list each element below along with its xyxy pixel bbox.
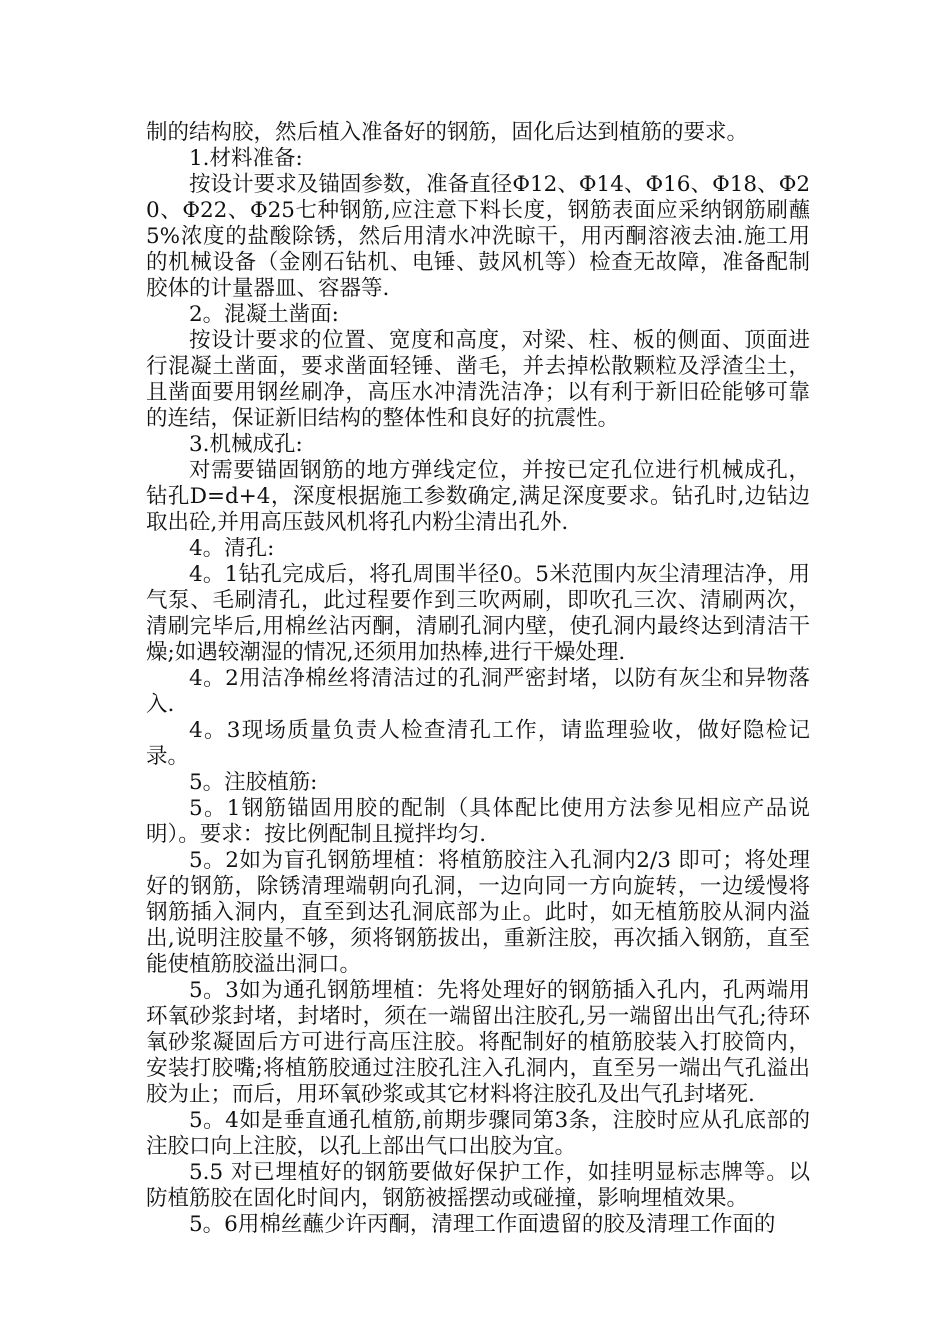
paragraph-glue-injection-5-2: 5。2如为盲孔钢筋埋植：将植筋胶注入孔洞内2/3 即可；将处理好的钢筋，除锈清理端朝向孔洞，一边向同一方向旋转，一边缓慢将钢筋插入洞内，直至到达孔洞底部为止。此时，如无植筋胶从洞内溢出,说明注胶量不够，须将钢筋拔出，重新注胶，再次插入钢筋，直至能使植筋胶溢出洞口。 [146, 848, 810, 977]
paragraph-hole-cleaning-4-2: 4。2用洁净棉丝将清洁过的孔洞严密封堵，以防有灰尘和异物落入. [146, 666, 810, 717]
heading-material-preparation: 1.材料准备: [189, 146, 303, 171]
paragraph-material-preparation: 按设计要求及锚固参数，准备直径Φ12、Φ14、Φ16、Φ18、Φ20、Φ22、Φ25七种钢筋,应注意下料长度，钢筋表面应采纳钢筋刷蘸5%浓度的盐酸除锈，然后用清水冲洗晾干，用丙酮溶液去油.施工用的机械设备（金刚石钻机、电锤、鼓风机等）检查无故障，准备配制胶体的计量器皿、容器等. [146, 172, 810, 301]
paragraph-glue-injection-5-1: 5。1钢筋锚固用胶的配制（具体配比使用方法参见相应产品说明）。要求：按比例配制且搅拌均匀. [146, 796, 810, 847]
paragraph-glue-injection-5-3: 5。3如为通孔钢筋埋植：先将处理好的钢筋插入孔内，孔两端用环氧砂浆封堵，封堵时，须在一端留出注胶孔,另一端留出出气孔;待环氧砂浆凝固后方可进行高压注胶。将配制好的植筋胶装入打胶筒内，安装打胶嘴;将植筋胶通过注胶孔注入孔洞内，直至另一端出气孔溢出胶为止；而后，用环氧砂浆或其它材料将注胶孔及出气孔封堵死. [146, 978, 810, 1107]
heading-glue-injection: 5。注胶植筋: [189, 770, 318, 795]
paragraph-hole-cleaning-4-1: 4。1钻孔完成后，将孔周围半径0。5米范围内灰尘清理洁净，用气泵、毛刷清孔，此过程要作到三吹两刷，即吹孔三次、清刷两次，清刷完毕后,用棉丝沾丙酮，清刷孔洞内壁，使孔洞内最终达到清洁干燥;如遇较潮湿的情况,还须用加热棒,进行干燥处理. [146, 562, 810, 665]
paragraph-hole-cleaning-4-3: 4。3现场质量负责人检查清孔工作，请监理验收，做好隐检记录。 [146, 718, 810, 769]
paragraph-continuation: 制的结构胶，然后植入准备好的钢筋，固化后达到植筋的要求。 [146, 120, 749, 145]
paragraph-mechanical-drilling: 对需要锚固钢筋的地方弹线定位，并按已定孔位进行机械成孔，钻孔D=d+4，深度根据施工参数确定,满足深度要求。钻孔时,边钻边取出砼,并用高压鼓风机将孔内粉尘清出孔外. [146, 458, 810, 535]
heading-mechanical-drilling: 3.机械成孔: [189, 432, 303, 457]
paragraph-glue-injection-5-5: 5.5 对已埋植好的钢筋要做好保护工作，如挂明显标志牌等。以防植筋胶在固化时间内，钢筋被摇摆动或碰撞，影响埋植效果。 [146, 1160, 810, 1211]
heading-concrete-chiseling: 2。混凝土凿面: [189, 302, 339, 327]
paragraph-concrete-chiseling: 按设计要求的位置、宽度和高度，对梁、柱、板的侧面、顶面进行混凝土凿面，要求凿面轻锤、凿毛，并去掉松散颗粒及浮渣尘土，且凿面要用钢丝刷净，高压水冲清洗洁净；以有利于新旧砼能够可靠的连结，保证新旧结构的整体性和良好的抗震性。 [146, 328, 810, 431]
heading-hole-cleaning: 4。清孔: [189, 536, 275, 561]
paragraph-glue-injection-5-4: 5。4如是垂直通孔植筋,前期步骤同第3条，注胶时应从孔底部的注胶口向上注胶，以孔上部出气口出胶为宜。 [146, 1108, 810, 1159]
document-body [146, 120, 810, 1238]
paragraph-glue-injection-5-6: 5。6用棉丝蘸少许丙酮，清理工作面遗留的胶及清理工作面的 [189, 1212, 776, 1237]
